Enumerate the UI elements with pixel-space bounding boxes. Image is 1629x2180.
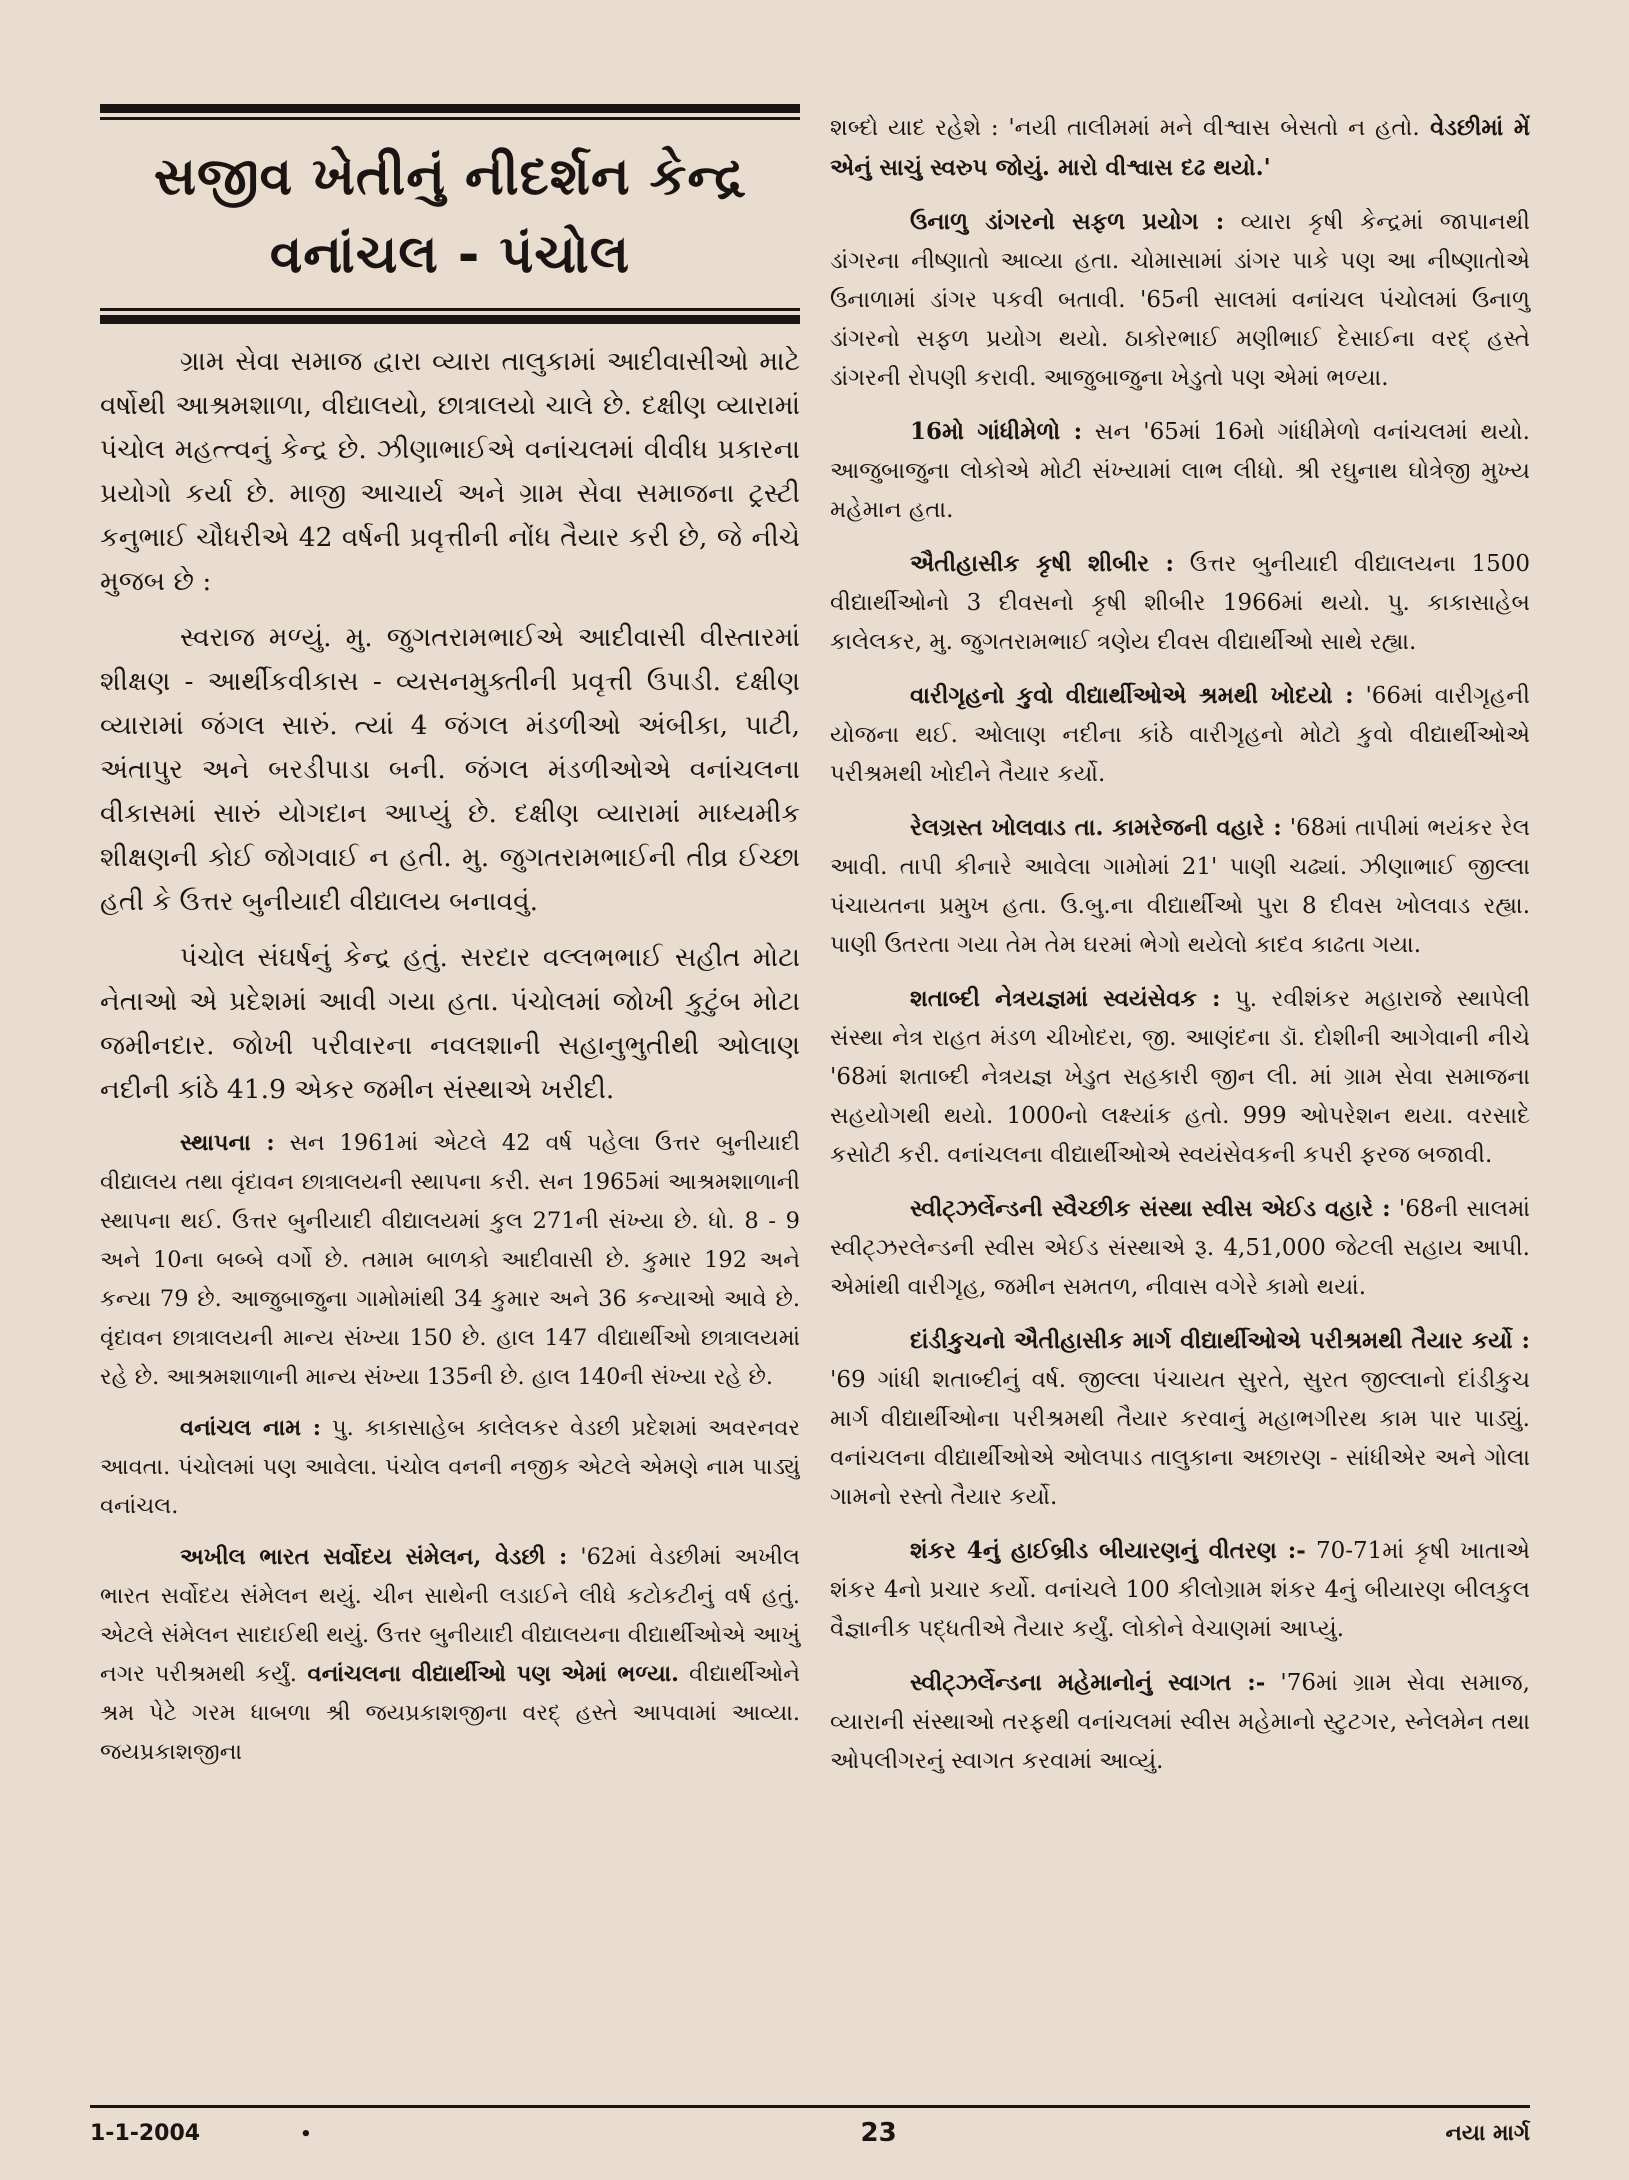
paragraph-intro: ગ્રામ સેવા સમાજ દ્વારા વ્યારા તાલુકામાં આદીવાસીઓ માટે વર્ષોથી આશ્રમશાળા, વીદ્યાલયો, છાત્રાલયો ચાલે છે. દક્ષીણ વ્યારામાં પંચોલ મહત્ત્વનું કેન્દ્ર છે. ઝીણાભાઈએ વનાંચલમાં વીવીધ પ્રકારના પ્રયોગો કર્યા છે. માજી આચાર્ય અને ગ્રામ સેવા સમાજના ટ્રસ્ટી કનુભાઈ ચૌધરીએ 42 વર્ષની પ્રવૃત્તીની નોંધ તૈયાર કરી છે, જે નીચે મુજબ છે :	[100, 346, 800, 597]
date-text: 1-1-2004	[90, 2120, 201, 2146]
paragraph-varigruh	[830, 676, 1530, 794]
footer-row	[90, 2118, 1530, 2148]
section-heading: રેલગ્રસ્ત ખોલવાડ તા. કામરેજની વહારે :	[910, 814, 1282, 841]
paragraph-sthapana	[100, 1124, 800, 1397]
section-heading: સ્થાપના :	[180, 1130, 275, 1156]
section-text: ઉત્તર બુનીયાદી વીદ્યાલયના 1500 વીદ્યાર્થીઓનો 3 દીવસનો કૃષી શીબીર 1966માં થયો. પુ. કાકાસાહેબ કાલેલકર, મુ. જુગતરામભાઈ ત્રણેય દીવસ વીદ્યાર્થીઓ સાથે રહ્યા.	[830, 551, 1531, 655]
page-footer	[90, 2105, 1530, 2148]
section-heading: 16મો ગાંધીમેળો :	[910, 418, 1083, 445]
section-heading: ઉનાળુ ડાંગરનો સફળ પ્રયોગ :	[910, 208, 1225, 235]
section-heading: ઐતીહાસીક કૃષી શીબીર :	[910, 550, 1175, 577]
left-body	[100, 340, 800, 1772]
footer-rule	[90, 2105, 1530, 2108]
paragraph-dandikuch	[830, 1321, 1530, 1517]
paragraph-relgrast	[830, 808, 1530, 965]
section-text: 70-71માં કૃષી ખાતાએ શંકર 4નો પ્રચાર કર્યો. વનાંચલે 100 કીલોગ્રામ શંકર 4નું બીયારણ બીલકુલ વૈજ્ઞાનીક પદ્ધતીએ તૈયાર કર્યું. લોકોને વેચાણમાં આપ્યું.	[830, 1538, 1530, 1642]
section-text: '68માં તાપીમાં ભયંકર રેલ આવી. તાપી કીનારે આવેલા ગામોમાં 21' પાણી ચઢ્યાં. ઝીણાભાઈ જીલ્લા પંચાયતના પ્રમુખ હતા. ઉ.બુ.ના વીદ્યાર્થીઓ પુરા 8 દીવસ ખોલવાડ રહ્યા. પાણી ઉતરતા ગયા તેમ તેમ ઘરમાં ભેગો થયેલો કાદવ કાઢતા ગયા.	[830, 815, 1531, 958]
paragraph-netrayagna	[830, 979, 1530, 1175]
paragraph-swiss-guests	[830, 1663, 1530, 1781]
paragraph-shankar4	[830, 1531, 1530, 1649]
section-bold-text: વનાંચલના વીદ્યાર્થીઓ પણ એમાં ભળ્યા.	[296, 1661, 679, 1687]
section-text: વ્યારા કૃષી કેન્દ્રમાં જાપાનથી ડાંગરના નીષ્ણાતો આવ્યા હતા. ચોમાસામાં ડાંગર પાકે પણ આ નીષ્ણાતોએ ઉનાળામાં ડાંગર પકવી બતાવી. '65ની સાલમાં વનાંચલ પંચોલમાં ઉનાળુ ડાંગરનો સફળ પ્રયોગ થયો. ઠાકોરભાઈ મણીભાઈ દેસાઈના વરદ્ હસ્તે ડાંગરની રોપણી કરાવી. આજુબાજુના ખેડુતો પણ એમાં ભળ્યા.	[830, 209, 1530, 391]
title-line-1: સજીવ ખેતીનું નીદર્શન કેન્દ્ર	[153, 147, 747, 207]
quote-text: શબ્દો યાદ રહેશે : 'નયી તાલીમમાં મને વીશ્વાસ બેસતો ન હતો.	[830, 115, 1420, 141]
paragraph-swaraj: સ્વરાજ મળ્યું. મુ. જુગતરામભાઈએ આદીવાસી વીસ્તારમાં શીક્ષણ - આર્થીકવીકાસ - વ્યસનમુક્તીની પ્રવૃત્તી ઉપાડી. દક્ષીણ વ્યારામાં જંગલ સારું. ત્યાં 4 જંગલ મંડળીઓ અંબીકા, પાટી, અંતાપુર અને બરડીપાડા બની. જંગલ મંડળીઓએ વનાંચલના વીકાસમાં સારું યોગદાન આપ્યું છે. દક્ષીણ વ્યારામાં માધ્યમીક શીક્ષણની કોઈ જોગવાઈ ન હતી. મુ. જુગતરામભાઈની તીવ્ર ઈચ્છા હતી કે ઉત્તર બુનીયાદી વીદ્યાલય બનાવવું.	[100, 622, 800, 917]
section-heading: દાંડીકુચનો ઐતીહાસીક માર્ગ વીદ્યાર્થીઓએ પરીશ્રમથી તૈયાર કર્યો :	[910, 1327, 1530, 1354]
title-rule-top	[100, 104, 800, 113]
title-line-2: વનાંચલ - પંચોલ	[269, 225, 631, 285]
paragraph-krushi-shibir	[830, 544, 1530, 662]
right-column	[830, 108, 1530, 1795]
magazine-name: નયા માર્ગ	[1445, 2120, 1530, 2146]
section-heading: અખીલ ભારત સર્વોદય સંમેલન, વેડછી :	[180, 1544, 568, 1570]
title-rule-bottom	[100, 315, 800, 324]
paragraph-quote	[830, 108, 1530, 188]
section-heading: સ્વીટ્ઝર્લેન્ડના મહેમાનોનું સ્વાગત :-	[910, 1669, 1266, 1696]
paragraph-gandhimelo	[830, 412, 1530, 530]
page-number: 23	[860, 2118, 897, 2148]
quote-bold: વેડછીમાં મેં એનું સાચું સ્વરુપ જોયું. મારો વીશ્વાસ દઢ થયો.'	[830, 114, 1530, 181]
section-text: '68ની સાલમાં સ્વીટ્ઝરલેન્ડની સ્વીસ એઈડ સંસ્થાએ રૂ. 4,51,000 જેટલી સહાય આપી. એમાંથી વારીગૃહ, જમીન સમતળ, નીવાસ વગેરે કામો થયાં.	[830, 1196, 1530, 1300]
title-rule-top-thin	[100, 117, 800, 120]
section-heading: વારીગૃહનો કુવો વીદ્યાર્થીઓએ શ્રમથી ખોદયો :	[910, 682, 1354, 709]
paragraph-pancholl: પંચોલ સંઘર્ષનું કેન્દ્ર હતું. સરદાર વલ્લભભાઈ સહીત મોટા નેતાઓ એ પ્રદેશમાં આવી ગયા હતા. પંચોલમાં જોખી કુટુંબ મોટા જમીનદાર. જોખી પરીવારના નવલશાની સહાનુભુતીથી ઓલાણ નદીની કાંઠે 41.9 એકર જમીન સંસ્થાએ ખરીદી.	[100, 942, 800, 1105]
section-text-end: વીદ્યાર્થીઓને શ્રમ પેટે ગરમ ધાબળા શ્રી જયપ્રકાશજીના વરદ્ હસ્તે આપવામાં આવ્યા. જયપ્રકાશજીના	[100, 1661, 800, 1765]
section-text: પુ. રવીશંકર મહારાજે સ્થાપેલી સંસ્થા નેત્ર રાહત મંડળ ચીખોદરા, જી. આણંદના ડૉ. દોશીની આગેવાની નીચે '68માં શતાબ્દી નેત્રયજ્ઞ ખેડુત સહકારી જીન લી. માં ગ્રામ સેવા સમાજના સહયોગથી થયો. 1000નો લક્ષ્યાંક હતો. 999 ઓપરેશન થયા. વરસાદે કસોટી કરી. વનાંચલના વીદ્યાર્થીઓએ સ્વયંસેવકની કપરી ફરજ બજાવી.	[830, 986, 1530, 1168]
section-heading: વનાંચલ નામ :	[180, 1415, 322, 1441]
footer-date	[90, 2121, 312, 2146]
article-title	[100, 124, 800, 304]
section-text: સન '65માં 16મો ગાંધીમેળો વનાંચલમાં થયો. આજુબાજુના લોકોએ મોટી સંખ્યામાં લાભ લીધો. શ્રી રઘુનાથ ઘોત્રેજી મુખ્ય મહેમાન હતા.	[830, 419, 1530, 523]
left-column	[100, 100, 800, 1784]
section-text: '66માં વારીગૃહની યોજના થઈ. ઓલાણ નદીના કાંઠે વારીગૃહનો મોટો કુવો વીદ્યાર્થીઓએ પરીશ્રમથી ખોદીને તૈયાર કર્યો.	[830, 683, 1530, 787]
bullet-icon: •	[300, 2123, 312, 2145]
paragraph-sarvoday	[100, 1538, 800, 1772]
section-heading: શંકર 4નું હાઈબ્રીડ બીયારણનું વીતરણ :-	[910, 1537, 1306, 1564]
section-text: પુ. કાકાસાહેબ કાલેલકર વેડછી પ્રદેશમાં અવરનવર આવતા. પંચોલમાં પણ આવેલા. પંચોલ વનની નજીક એટલે એમણે નામ પાડ્યું વનાંચલ.	[100, 1415, 800, 1519]
section-text: '69 ગાંધી શતાબ્દીનું વર્ષ. જીલ્લા પંચાયત સુરતે, સુરત જીલ્લાનો દાંડીકુચ માર્ગ વીદ્યાર્થીઓના પરીશ્રમથી તૈયાર કરવાનું મહાભગીરથ કામ પાર પાડ્યું. વનાંચલના વીદ્યાર્થીઓએ ઓલપાડ તાલુકાના અછારણ - સાંધીએર અને ગોલા ગામનો રસ્તો તૈયાર કર્યો.	[830, 1367, 1530, 1510]
section-text: '62માં વેડછીમાં અખીલ ભારત સર્વોદય સંમેલન થયું. ચીન સાથેની લડાઈને લીધે કટોકટીનું વર્ષ હતું. એટલે સંમેલન સાદાઈથી થયું. ઉત્તર બુનીયાદી વીદ્યાલયના વીદ્યાર્થીઓએ આખું નગર પરીશ્રમથી કર્યું.	[100, 1544, 800, 1687]
paragraph-swiss-aid	[830, 1189, 1530, 1307]
section-heading: શતાબ્દી નેત્રયજ્ઞમાં સ્વયંસેવક :	[910, 985, 1221, 1012]
title-rule-bottom-thin	[100, 308, 800, 311]
section-text: '76માં ગ્રામ સેવા સમાજ, વ્યારાની સંસ્થાઓ તરફથી વનાંચલમાં સ્વીસ મહેમાનો સ્ટુટગર, સ્નેલમેન તથા ઓપલીગરનું સ્વાગત કરવામાં આવ્યું.	[830, 1670, 1530, 1774]
section-text: સન 1961માં એટલે 42 વર્ષ પહેલા ઉત્તર બુનીયાદી વીદ્યાલય તથા વૃંદાવન છાત્રાલયની સ્થાપના કરી. સન 1965માં આશ્રમશાળાની સ્થાપના થઈ. ઉત્તર બુનીયાદી વીદ્યાલયમાં કુલ 271ની સંખ્યા છે. ધો. 8 - 9 અને 10ના બબ્બે વર્ગો છે. તમામ બાળકો આદીવાસી છે. કુમાર 192 અને કન્યા 79 છે. આજુબાજુના ગામોમાંથી 34 કુમાર અને 36 કન્યાઓ આવે છે. વૃંદાવન છાત્રાલયની માન્ય સંખ્યા 150 છે. હાલ 147 વીદ્યાર્થીઓ છાત્રાલયમાં રહે છે. આશ્રમશાળાની માન્ય સંખ્યા 135ની છે. હાલ 140ની સંખ્યા રહે છે.	[100, 1130, 800, 1390]
paragraph-rice	[830, 202, 1530, 398]
section-heading: સ્વીટ્ઝર્લેન્ડની સ્વૈચ્છીક સંસ્થા સ્વીસ એઈડ વહારે :	[910, 1195, 1391, 1222]
paragraph-vananchal-naam	[100, 1409, 800, 1526]
